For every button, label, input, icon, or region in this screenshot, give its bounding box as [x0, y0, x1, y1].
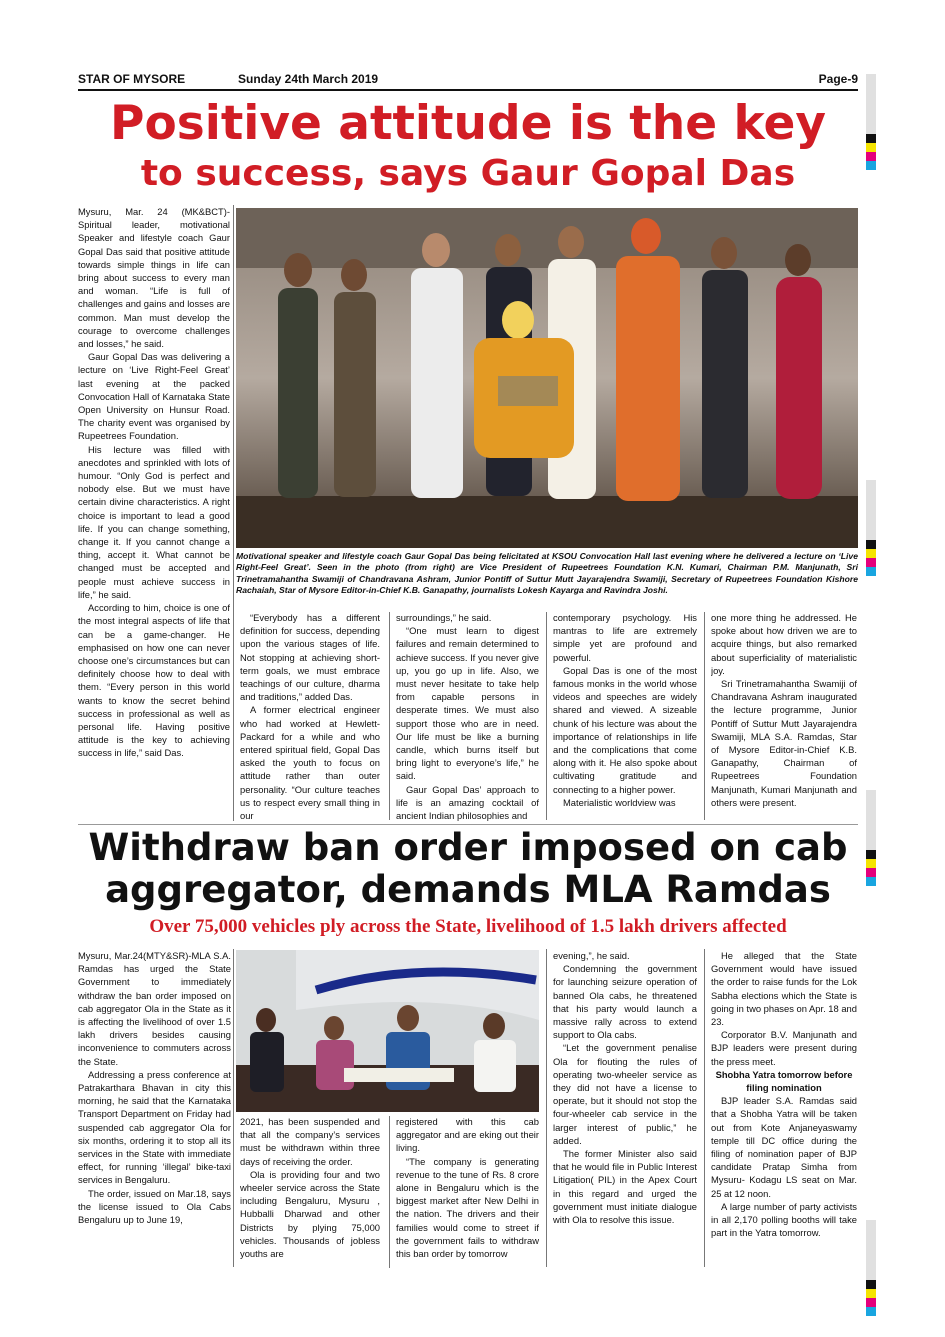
page-header [78, 72, 858, 88]
column-divider [389, 612, 390, 820]
paragraph: Corporator B.V. Manjunath and BJP leaders were present during the press meet. [711, 1029, 857, 1067]
paragraph: BJP leader S.A. Ramdas said that a Shobha Yatra will be taken out from Kote Anjaneyaswamy temple till DC office during the filing of nomination paper of BJP candidate Pratap Simha from Mysuru- Kodagu LS seat on Mar. 25 at 12 noon. [711, 1095, 857, 1199]
publication-date: Sunday 24th March 2019 [238, 72, 379, 86]
paragraph: 2021, has been suspended and that all the company’s services must be withdrawn within three days of receiving the order. [240, 1116, 380, 1167]
column-divider [233, 205, 234, 821]
paragraph: Mysuru, Mar.24(MTY&SR)-MLA S.A. Ramdas has urged the State Government to immediately withdraw the ban order imposed on cab aggregator Ola in the State as it is affecting the livelihood of over 1.5 lakh drivers besides causing inconvenience to commuters across the State. [78, 950, 231, 1067]
header-rule [78, 89, 858, 91]
story1-column-1 [78, 205, 230, 775]
column-divider [546, 949, 547, 1267]
page-number: Page-9 [818, 72, 858, 86]
paragraph: Mysuru, Mar. 24 (MK&BCT)-Spiritual leader, motivational Speaker and lifestyle coach Gaur Gopal Das said that positive attitude towards simple things in life can bring about success to every man and woman. “Life is full of challenges and gains and losses are common. Man must develop the courage to overcome challenges and losses,” he said. [78, 206, 230, 350]
paragraph: evening,”, he said. [553, 950, 630, 961]
paragraph: A large number of party activists in all 2,170 polling booths will take part in the Yatra tomorrow. [711, 1200, 857, 1239]
paragraph: According to him, choice is one of the most integral aspects of life that can be a game-changer. He emphasised on how one can never choose one’s circumstances but can definitely choose how to deal with them. “Every person in this world wants to know the secret behind success in professional as well as personal life. Having positive attitude is the key to achieving success in life,” said Das. [78, 602, 230, 759]
paragraph: The order, issued on Mar.18, says the license issued to Ola Cabs Bengaluru up to June 19, [78, 1187, 231, 1226]
paragraph: registered with this cab aggregator and are eking out their living. [396, 1116, 539, 1154]
story-divider [78, 824, 858, 825]
paragraph: Ola is providing four and two wheeler service across the State including Bengaluru, Mysuru , Hubballi Dharwad and other Districts by plying 75,000 vehicles. Thousands of jobless youths are [240, 1168, 380, 1260]
paragraph: Materialistic worldview was [563, 796, 676, 808]
column-divider [704, 612, 705, 820]
story1-column-3 [396, 611, 539, 821]
paragraph: surroundings,” he said. [396, 612, 492, 623]
paragraph: one more thing he addressed. He spoke about how driven we are to acquire things, but also remarked about superficiality of materialistic joy. [711, 612, 857, 676]
paragraph: “Let the government penalise Ola for flouting the rules of operating two-wheeler service as they did not have a license to operate, but it should not stop the four-wheeler cab service in the larger interest of public,” he added. [553, 1042, 697, 1146]
color-registration-bar [866, 790, 876, 886]
story2-column-3 [396, 1115, 539, 1270]
story1-headline-line1: Positive attitude is the key [110, 96, 826, 151]
column-divider [233, 949, 234, 1267]
paragraph: Condemning the government for launching seizure operation of banned Ola cabs, he threatened that his party would launch a massive rally across to extend support to Ola cabs. [553, 963, 697, 1041]
paragraph: “Everybody has a different definition for success, depending upon the various stages of life. Not stopping at achieving short-term goals, we must embrace teachings of our culture, dharma and traditions,” added Das. [240, 612, 380, 703]
publication-name: STAR OF MYSORE [78, 72, 186, 86]
story2-column-1 [78, 949, 231, 1269]
paragraph: Addressing a press conference at Patrakarthara Bhavan in city this morning, he said that the Karnataka Transport Department on Friday had suspended cab aggregator Ola for six months, ordering it to stop all its services in the State with immediate effect, for running ‘illegal’ bike-taxi services in Bengaluru. [78, 1068, 231, 1186]
column-divider [389, 1116, 390, 1268]
story1-photo-caption: Motivational speaker and lifestyle coach Gaur Gopal Das being felicitated at KSOU Convocation Hall last evening where he delivered a lecture on ‘Live Right-Feel Great’. Seen in the photo (from right) are Vice President of Rupeetrees Foundation K.N. Kumari, Chairman P.M. Manjunath, Sri Trinetramahantha Swamiji of Chandravana Ashram, Junior Pontiff of Suttur Mutt Jayarajendra Swamiji, Secretary of Rupeetrees Foundation Kishore Rachaiah, Star of Mysore Editor-in-Chief K.B. Ganapathy, journalists Lokesh Kayarga and Ravindra Joshi. [236, 551, 858, 595]
paragraph: He alleged that the State Government would have issued the order to raise funds for the Lok Sabha elections which the State is going in two phases on Apr. 18 and 23. [711, 950, 857, 1028]
column-divider [704, 949, 705, 1267]
story2-subheadline: Over 75,000 vehicles ply across the State, livelihood of 1.5 lakh drivers affected [149, 916, 787, 937]
paragraph: A former electrical engineer who had worked at Hewlett-Packard for a while and who entered spiritual field, Gopal Das asked the youth to focus on attitude rather than outer personality. “Our culture teaches us to respect every small thing in our [240, 704, 380, 821]
color-registration-bar [866, 480, 876, 576]
paragraph: Gaur Gopal Das was delivering a lecture on ‘Live Right-Feel Great’ last evening at the packed Convocation Hall of Karnataka State Open University on Hunsur Road. The charity event was organised by Rupeetrees Foundation. [78, 351, 230, 442]
story2-headline-line2: aggregator, demands MLA Ramdas [105, 868, 831, 911]
story1-column-4 [553, 611, 697, 821]
story2-column-5 [711, 949, 857, 1269]
column-divider [546, 612, 547, 820]
color-registration-bar [866, 1220, 876, 1316]
press-meet-photo-image [236, 950, 539, 1112]
story2-column-4 [553, 949, 697, 1269]
story2-subhead: Shobha Yatra tomorrow before filing nomination [715, 1068, 853, 1094]
paragraph: contemporary psychology. His mantras to life are extremely simple yet are profound and powerful. [553, 612, 697, 663]
story1-headline-line2: to success, says Gaur Gopal Das [140, 153, 796, 194]
story1-column-5 [711, 611, 857, 821]
story2-photo [236, 950, 539, 1112]
story2-headline-line1: Withdraw ban order imposed on cab [88, 826, 848, 869]
story2-column-2 [240, 1115, 380, 1270]
paragraph: His lecture was filled with anecdotes and sprinkled with lots of humour. “Only God is perfect and nobody else. But we must have certain divine characteristics. A right choice is important to lead a good life. If you can change something, change it. If you cannot change a thing, accept it. What cannot be changed must be accepted and people must achieve success in life,” he said. [78, 443, 230, 600]
paragraph: Sri Trinetramahantha Swamiji of Chandravana Ashram inaugurated the lecture programme, Junior Pontiff of Suttur Mutt Jayarajendra Swamiji, MLA S.A. Ramdas, Star of Mysore Editor-in-Chief K.B. Ganapathy, Chairman of Rupeetrees Foundation Manjunath, Kumari Manjunath and others were present. [711, 678, 857, 808]
color-registration-bar [866, 74, 876, 170]
paragraph: The former Minister also said that he would file in Public Interest Litigation( PIL) in the Apex Court in this regard and urged the government must initiate dialogue with Ola to resolve this issue. [553, 1148, 697, 1226]
paragraph: Gopal Das is one of the most famous monks in the world whose videos and speeches are widely shared and viewed. A sizeable chunk of his lecture was about the importance of relationships in life and the complications that come along with it. He also spoke about cultivating gratitude and connecting to a higher power. [553, 664, 697, 795]
paragraph: “One must learn to digest failures and remain determined to achieve success. If you never give up, you go up in life. Also, we must never hesitate to take help from capable persons in desperate times. We must also support those who are in need. Our life must be like a burning candle, which burns itself but bring light to everyone’s life,” he said. [396, 625, 539, 782]
paragraph: “The company is generating revenue to the tune of Rs. 8 crore alone in Bengaluru which is the biggest market after New Delhi in the nation. The drivers and their families would come to street if the government fails to withdraw this ban order by tomorrow [396, 1155, 539, 1260]
paragraph: Gaur Gopal Das’ approach to life is an amazing cocktail of ancient Indian philosophies and [396, 783, 539, 821]
felicitation-photo-image [236, 208, 858, 548]
story1-column-2 [240, 611, 380, 821]
story1-photo [236, 208, 858, 548]
